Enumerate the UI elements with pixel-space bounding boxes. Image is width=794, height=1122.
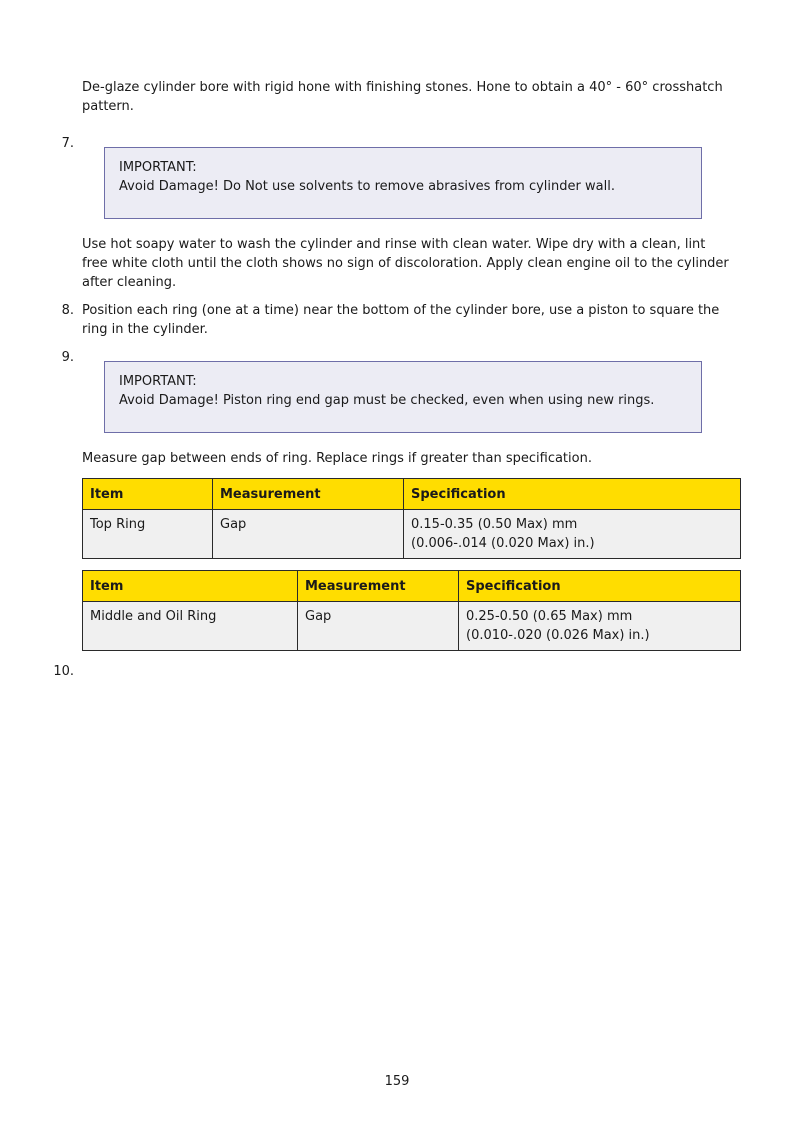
important-notice-1: [104, 147, 702, 219]
step-8-number: 8.: [61, 303, 74, 318]
step-9-number: 9.: [61, 350, 74, 365]
spec-metric: 0.25-0.50 (0.65 Max) mm: [466, 609, 633, 624]
spec-metric: 0.15-0.35 (0.50 Max) mm: [411, 517, 578, 532]
spec-imperial: (0.010-.020 (0.026 Max) in.): [466, 628, 650, 643]
table-header-row: [83, 571, 741, 602]
spec-table-middle-oil-ring: [82, 570, 741, 651]
header-specification: Specification: [459, 571, 741, 602]
step-9-text: Measure gap between ends of ring. Replace rings if greater than specification.: [82, 451, 592, 466]
header-item: Item: [83, 479, 213, 510]
important-text: Avoid Damage! Do Not use solvents to remove abrasives from cylinder wall.: [119, 179, 615, 194]
table-header-row: [83, 479, 741, 510]
spec-imperial: (0.006-.014 (0.020 Max) in.): [411, 536, 595, 551]
cell-specification: [404, 510, 741, 559]
step-6-text: De-glaze cylinder bore with rigid hone with finishing stones. Hone to obtain a 40° - 60° crosshatch pattern.: [82, 80, 723, 114]
cell-item: Middle and Oil Ring: [83, 602, 298, 651]
step-7-number: 7.: [61, 136, 74, 151]
header-measurement: Measurement: [213, 479, 404, 510]
step-7-text: Use hot soapy water to wash the cylinder and rinse with clean water. Wipe dry with a clean, lint free white cloth until the cloth shows no sign of discoloration. Apply clean engine oil to the cylinder after cleaning.: [82, 237, 729, 290]
cell-measurement: Gap: [298, 602, 459, 651]
page-number: 159: [384, 1074, 410, 1089]
important-heading: IMPORTANT:: [119, 160, 197, 175]
header-item: Item: [83, 571, 298, 602]
header-measurement: Measurement: [298, 571, 459, 602]
step-8-text: Position each ring (one at a time) near the bottom of the cylinder bore, use a piston to square the ring in the cylinder.: [82, 303, 720, 337]
important-notice-2: [104, 361, 702, 433]
cell-specification: [459, 602, 741, 651]
important-heading: IMPORTANT:: [119, 374, 197, 389]
spec-table-top-ring: [82, 478, 741, 559]
step-10-number: 10.: [53, 664, 74, 679]
important-text: Avoid Damage! Piston ring end gap must be checked, even when using new rings.: [119, 393, 655, 408]
cell-measurement: Gap: [213, 510, 404, 559]
cell-item: Top Ring: [83, 510, 213, 559]
table-row: [83, 510, 741, 559]
table-row: [83, 602, 741, 651]
header-specification: Specification: [404, 479, 741, 510]
